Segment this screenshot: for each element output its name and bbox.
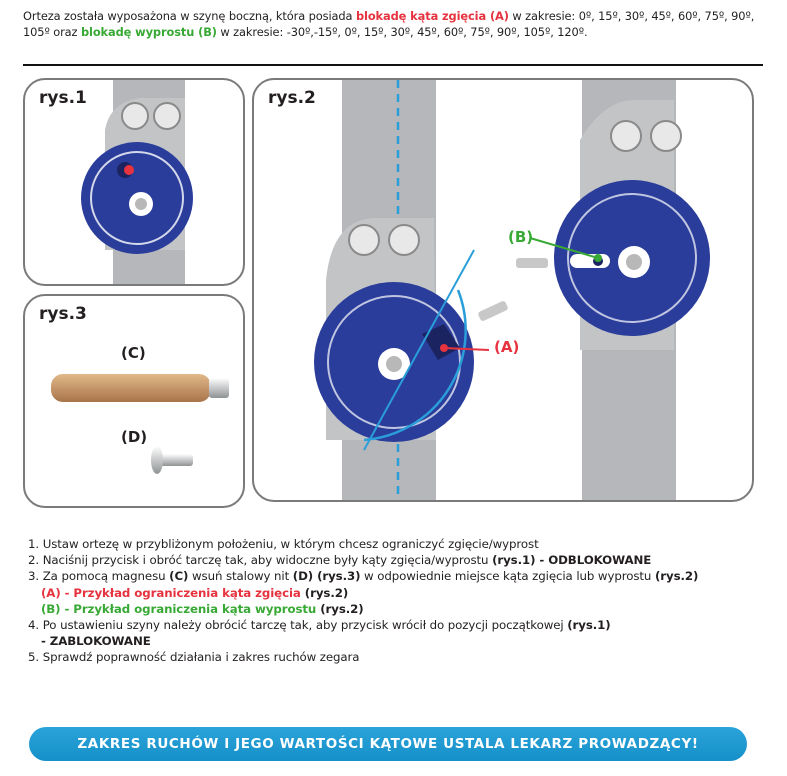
example-a: (A) - Przykład ograniczenia kąta zgięcia (rys.2) (41, 585, 349, 600)
intro-paragraph (23, 8, 773, 40)
rys2-illustration (254, 80, 752, 500)
rys2-title: rys.2 (268, 88, 316, 108)
figure-rys3 (23, 294, 245, 508)
flexion-lock-label: blokadę kąta zgięcia (A) (355, 9, 509, 23)
example-b: (B) - Przykład ograniczenia kąta wyprostu (rys.2) (41, 601, 364, 616)
rivet-d-label: (D) (121, 428, 148, 446)
extension-lock-callout: (B) (508, 228, 534, 246)
instructions-list (28, 536, 778, 666)
rys3-title: rys.3 (39, 304, 87, 324)
doctor-notice-banner: ZAKRES RUCHÓW I JEGO WARTOŚCI KĄTOWE USTALA LEKARZ PROWADZĄCY! (29, 727, 747, 761)
step-3: 3. Za pomocą magnesu (C) wsuń stalowy nit (D) (rys.3) w odpowiednie miejsce kąta zgięcia lub wyprostu (rys.2) (28, 569, 699, 584)
rys3-illustration (25, 296, 243, 506)
rys1-illustration (25, 80, 243, 284)
figure-rys2 (252, 78, 754, 502)
extension-lock-label: blokadę wyprostu (B) (80, 25, 217, 39)
pin-c-label: (C) (121, 344, 146, 362)
divider-line (23, 64, 763, 66)
rys1-title: rys.1 (39, 88, 87, 108)
step-4-locked: - ZABLOKOWANE (41, 634, 151, 649)
step-2: 2. Naciśnij przycisk i obróć tarczę tak, aby widoczne były kąty zgięcia/wyprostu (rys.1) - ODBLOKOWANE (28, 553, 652, 568)
flexion-lock-callout: (A) (494, 338, 520, 356)
figure-rys1 (23, 78, 245, 286)
step-4: 4. Po ustawieniu szyny należy obrócić tarczę tak, aby przycisk wrócił do pozycji początkowej (rys.1) (28, 618, 611, 633)
step-5: 5. Sprawdź poprawność działania i zakres ruchów zegara (28, 650, 360, 665)
intro-text-1: Orteza została wyposażona w szynę boczną, która posiada (23, 9, 356, 23)
step-1: 1. Ustaw ortezę w przybliżonym położeniu, w którym chcesz ograniczyć zgięcie/wyprost (28, 537, 539, 551)
intro-text-3: w zakresie: -30º,-15º, 0º, 15º, 30º, 45º, 60º, 75º, 90º, 105º, 120º. (216, 25, 588, 39)
intro-text-2: w zakresie: 0º, 15º, 30º, 45º, 60º, 75º, 90º, 105º oraz (23, 9, 755, 39)
